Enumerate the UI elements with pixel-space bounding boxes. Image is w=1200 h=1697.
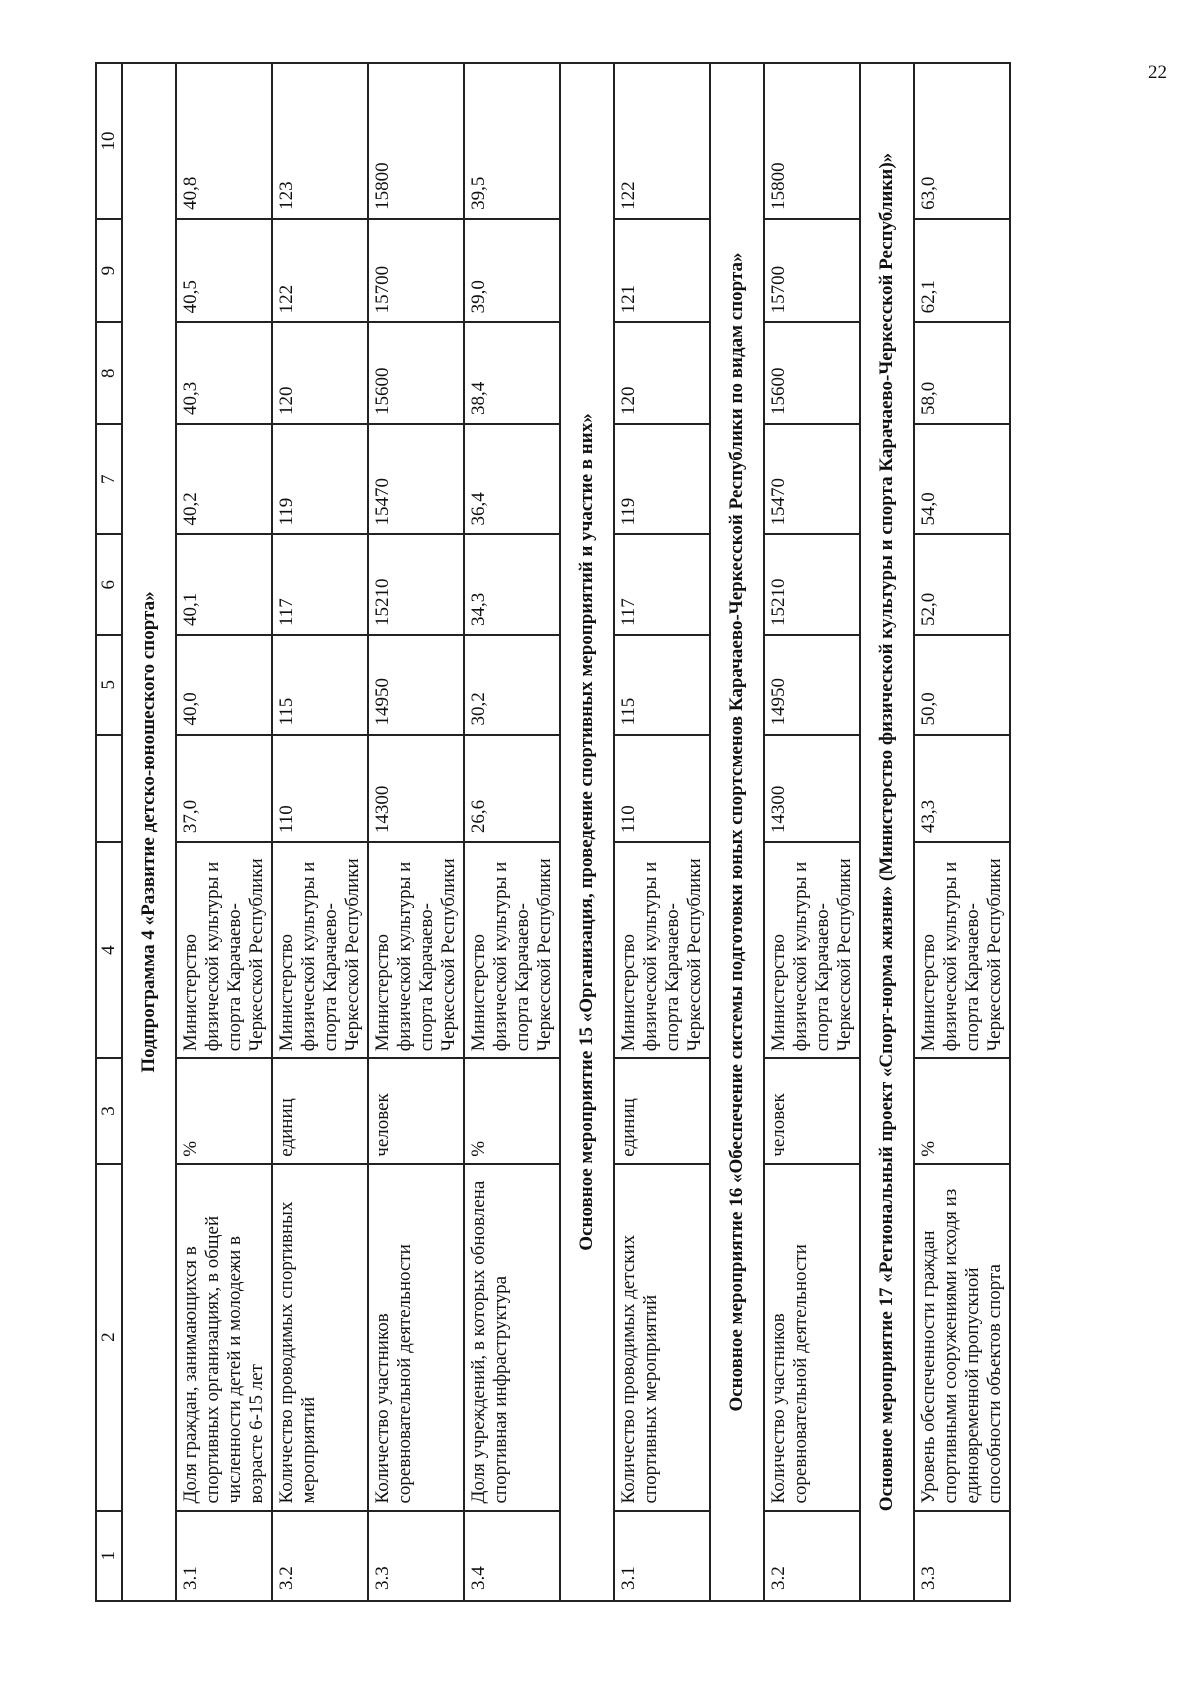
- value-cell: 120: [272, 322, 368, 424]
- unit: единиц: [272, 1058, 368, 1164]
- unit: человек: [368, 1058, 464, 1164]
- value-cell: 26,6: [464, 735, 560, 843]
- indicator-name: Доля учреждений, в которых обновлена спортивная инфраструктура: [464, 1164, 560, 1511]
- row-number: 3.2: [272, 1511, 368, 1601]
- unit: единиц: [614, 1058, 710, 1164]
- section-title: Подпрограмма 4 «Развитие детско-юношеского спорта»: [122, 63, 176, 1601]
- value-cell: 39,5: [464, 63, 560, 219]
- responsible-org: Министерство физической культуры и спорта Карачаево-Черкесской Республики: [368, 842, 464, 1058]
- value-cell: 50,0: [914, 635, 1010, 735]
- value-cell: 119: [272, 424, 368, 535]
- value-cell: 15210: [368, 535, 464, 636]
- value-cell: 39,0: [464, 219, 560, 323]
- unit: %: [464, 1058, 560, 1164]
- value-cell: 15600: [368, 322, 464, 424]
- header-cell: 2: [96, 1164, 122, 1511]
- value-cell: 36,4: [464, 424, 560, 535]
- table-row: [614, 63, 710, 1601]
- section-title: Основное мероприятие 15 «Организация, проведение спортивных мероприятий и участие в них»: [560, 63, 614, 1601]
- responsible-org: Министерство физической культуры и спорта Карачаево-Черкесской Республики: [914, 842, 1010, 1058]
- indicator-name: Уровень обеспеченности граждан спортивными сооружениями исходя из единовременной пропускной способности объектов спорта: [914, 1164, 1010, 1511]
- value-cell: 15600: [764, 322, 860, 424]
- value-cell: 40,0: [176, 635, 272, 735]
- row-number: 3.1: [176, 1511, 272, 1601]
- value-cell: 14300: [764, 735, 860, 843]
- value-cell: 15210: [764, 535, 860, 636]
- value-cell: 15800: [764, 63, 860, 219]
- indicator-name: Количество проводимых детских спортивных мероприятий: [614, 1164, 710, 1511]
- indicator-name: Количество участников соревновательной деятельности: [764, 1164, 860, 1511]
- responsible-org: Министерство физической культуры и спорта Карачаево-Черкесской Республики: [614, 842, 710, 1058]
- value-cell: 40,5: [176, 219, 272, 323]
- value-cell: 30,2: [464, 635, 560, 735]
- section-heading-row: [710, 63, 764, 1601]
- value-cell: 62,1: [914, 219, 1010, 323]
- responsible-org: Министерство физической культуры и спорта Карачаево-Черкесской Республики: [176, 842, 272, 1058]
- value-cell: 15470: [368, 424, 464, 535]
- header-cell: 9: [96, 219, 122, 323]
- indicator-name: Доля граждан, занимающихся в спортивных организациях, в общей численности детей и молодежи в возрасте 6-15 лет: [176, 1164, 272, 1511]
- header-cell: 1: [96, 1511, 122, 1601]
- value-cell: 117: [614, 535, 710, 636]
- value-cell: 110: [614, 735, 710, 843]
- value-cell: 40,2: [176, 424, 272, 535]
- value-cell: 43,3: [914, 735, 1010, 843]
- value-cell: 119: [614, 424, 710, 535]
- page-number: 22: [1148, 62, 1167, 83]
- section-title: Основное мероприятие 16 «Обеспечение системы подготовки юных спортсменов Карачаево-Черкесской Республики по видам спорта»: [710, 63, 764, 1601]
- header-cell: 8: [96, 322, 122, 424]
- table-row: [272, 63, 368, 1601]
- header-cell: 7: [96, 424, 122, 535]
- value-cell: 110: [272, 735, 368, 843]
- value-cell: 34,3: [464, 535, 560, 636]
- value-cell: 123: [272, 63, 368, 219]
- value-cell: 120: [614, 322, 710, 424]
- row-number: 3.2: [764, 1511, 860, 1601]
- table-row: [176, 63, 272, 1601]
- value-cell: 115: [614, 635, 710, 735]
- unit: человек: [764, 1058, 860, 1164]
- row-number: 3.4: [464, 1511, 560, 1601]
- value-cell: 38,4: [464, 322, 560, 424]
- value-cell: 40,3: [176, 322, 272, 424]
- column-number-row: [96, 63, 122, 1601]
- header-cell: 6: [96, 535, 122, 636]
- indicators-table: [95, 62, 1011, 1602]
- section-title: Основное мероприятие 17 «Региональный проект «Спорт-норма жизни» (Министерство физической культуры и спорта Карачаево-Черкесской Республики)»: [860, 63, 914, 1601]
- responsible-org: Министерство физической культуры и спорта Карачаево-Черкесской Республики: [272, 842, 368, 1058]
- rotated-table-container: [95, 62, 1100, 1602]
- table-row: [368, 63, 464, 1601]
- value-cell: 117: [272, 535, 368, 636]
- table-body: [96, 63, 1010, 1601]
- value-cell: 15470: [764, 424, 860, 535]
- value-cell: 15700: [368, 219, 464, 323]
- header-cell: 10: [96, 63, 122, 219]
- header-cell: [96, 735, 122, 843]
- header-cell: 3: [96, 1058, 122, 1164]
- value-cell: 122: [614, 63, 710, 219]
- indicator-name: Количество участников соревновательной деятельности: [368, 1164, 464, 1511]
- value-cell: 121: [614, 219, 710, 323]
- value-cell: 58,0: [914, 322, 1010, 424]
- unit: %: [914, 1058, 1010, 1164]
- value-cell: 40,1: [176, 535, 272, 636]
- row-number: 3.3: [914, 1511, 1010, 1601]
- value-cell: 115: [272, 635, 368, 735]
- value-cell: 54,0: [914, 424, 1010, 535]
- section-heading-row: [122, 63, 176, 1601]
- value-cell: 37,0: [176, 735, 272, 843]
- value-cell: 14950: [764, 635, 860, 735]
- table-row: [764, 63, 860, 1601]
- section-heading-row: [560, 63, 614, 1601]
- responsible-org: Министерство физической культуры и спорта Карачаево-Черкесской Республики: [464, 842, 560, 1058]
- table-row: [914, 63, 1010, 1601]
- row-number: 3.3: [368, 1511, 464, 1601]
- value-cell: 14300: [368, 735, 464, 843]
- row-number: 3.1: [614, 1511, 710, 1601]
- value-cell: 14950: [368, 635, 464, 735]
- section-heading-row: [860, 63, 914, 1601]
- header-cell: 5: [96, 635, 122, 735]
- value-cell: 15700: [764, 219, 860, 323]
- value-cell: 52,0: [914, 535, 1010, 636]
- responsible-org: Министерство физической культуры и спорта Карачаево-Черкесской Республики: [764, 842, 860, 1058]
- header-cell: 4: [96, 842, 122, 1058]
- value-cell: 15800: [368, 63, 464, 219]
- unit: %: [176, 1058, 272, 1164]
- indicator-name: Количество проводимых спортивных мероприятий: [272, 1164, 368, 1511]
- value-cell: 122: [272, 219, 368, 323]
- table-row: [464, 63, 560, 1601]
- value-cell: 40,8: [176, 63, 272, 219]
- value-cell: 63,0: [914, 63, 1010, 219]
